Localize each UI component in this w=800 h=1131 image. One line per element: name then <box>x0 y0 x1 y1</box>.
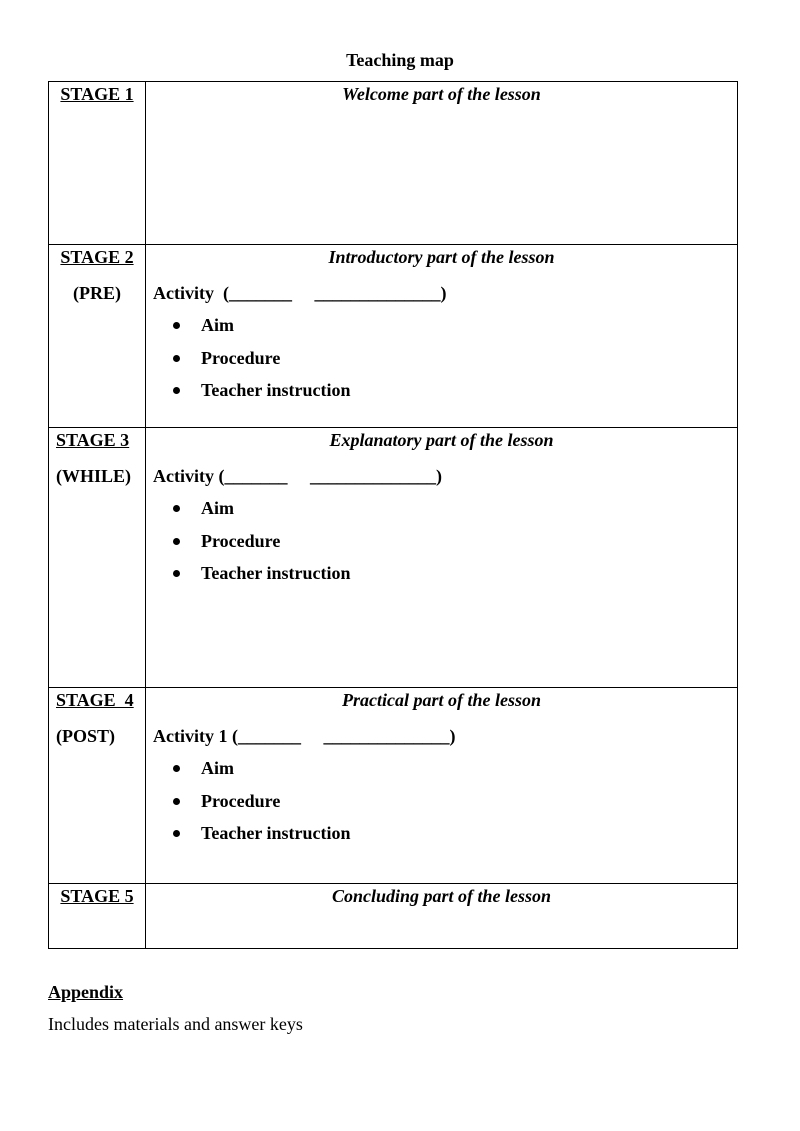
appendix-text: Includes materials and answer keys <box>48 1014 303 1034</box>
stage-label: STAGE 5 <box>60 886 134 906</box>
bullet-icon <box>173 830 180 837</box>
part-title: Explanatory part of the lesson <box>329 430 554 450</box>
part-title: Concluding part of the lesson <box>331 886 552 906</box>
stage-content-cell <box>146 428 738 688</box>
stage-label-cell <box>49 884 146 949</box>
list-item: Teacher instruction <box>146 557 737 590</box>
activity-items <box>146 309 737 407</box>
stage-row-3 <box>49 428 738 688</box>
stage-row-4 <box>49 688 738 884</box>
teaching-map-table <box>48 81 738 949</box>
part-title: Welcome part of the lesson <box>342 84 541 104</box>
list-item: Teacher instruction <box>146 817 737 850</box>
stage-row-1 <box>49 82 738 245</box>
list-item: Procedure <box>146 342 737 375</box>
stage-label-cell <box>49 428 146 688</box>
bullet-icon <box>173 538 180 545</box>
activity-items <box>146 492 737 590</box>
stage-label-cell <box>49 245 146 428</box>
stage-row-2 <box>49 245 738 428</box>
stage-phase: (POST) <box>56 726 116 746</box>
stage-phase: (WHILE) <box>56 466 132 486</box>
stage-content-cell <box>146 82 738 245</box>
stage-row-5 <box>49 884 738 949</box>
activity-line: Activity (_______ ______________) <box>153 283 447 303</box>
stage-label: STAGE 4 <box>56 690 134 710</box>
bullet-icon <box>173 322 180 329</box>
stage-content-cell <box>146 884 738 949</box>
bullet-icon <box>173 798 180 805</box>
list-item: Aim <box>146 492 737 525</box>
appendix-heading: Appendix <box>48 982 124 1002</box>
stage-label-cell <box>49 82 146 245</box>
list-item: Aim <box>146 752 737 785</box>
list-item: Aim <box>146 309 737 342</box>
stage-content-cell <box>146 688 738 884</box>
bullet-icon <box>173 505 180 512</box>
list-item: Procedure <box>146 525 737 558</box>
stage-label: STAGE 3 <box>56 430 130 450</box>
part-title: Practical part of the lesson <box>342 690 541 710</box>
bullet-icon <box>173 387 180 394</box>
stage-label: STAGE 2 <box>60 247 134 267</box>
bullet-icon <box>173 765 180 772</box>
activity-line: Activity (_______ ______________) <box>153 466 442 486</box>
list-item: Procedure <box>146 785 737 818</box>
stage-content-cell <box>146 245 738 428</box>
bullet-icon <box>173 570 180 577</box>
list-item: Teacher instruction <box>146 374 737 407</box>
document-title: Teaching map <box>346 50 454 70</box>
stage-label: STAGE 1 <box>60 84 134 104</box>
stage-phase: (PRE) <box>73 283 121 303</box>
activity-items <box>146 752 737 850</box>
stage-label-cell <box>49 688 146 884</box>
activity-line: Activity 1 (_______ ______________) <box>153 726 456 746</box>
bullet-icon <box>173 355 180 362</box>
part-title: Introductory part of the lesson <box>328 247 555 267</box>
